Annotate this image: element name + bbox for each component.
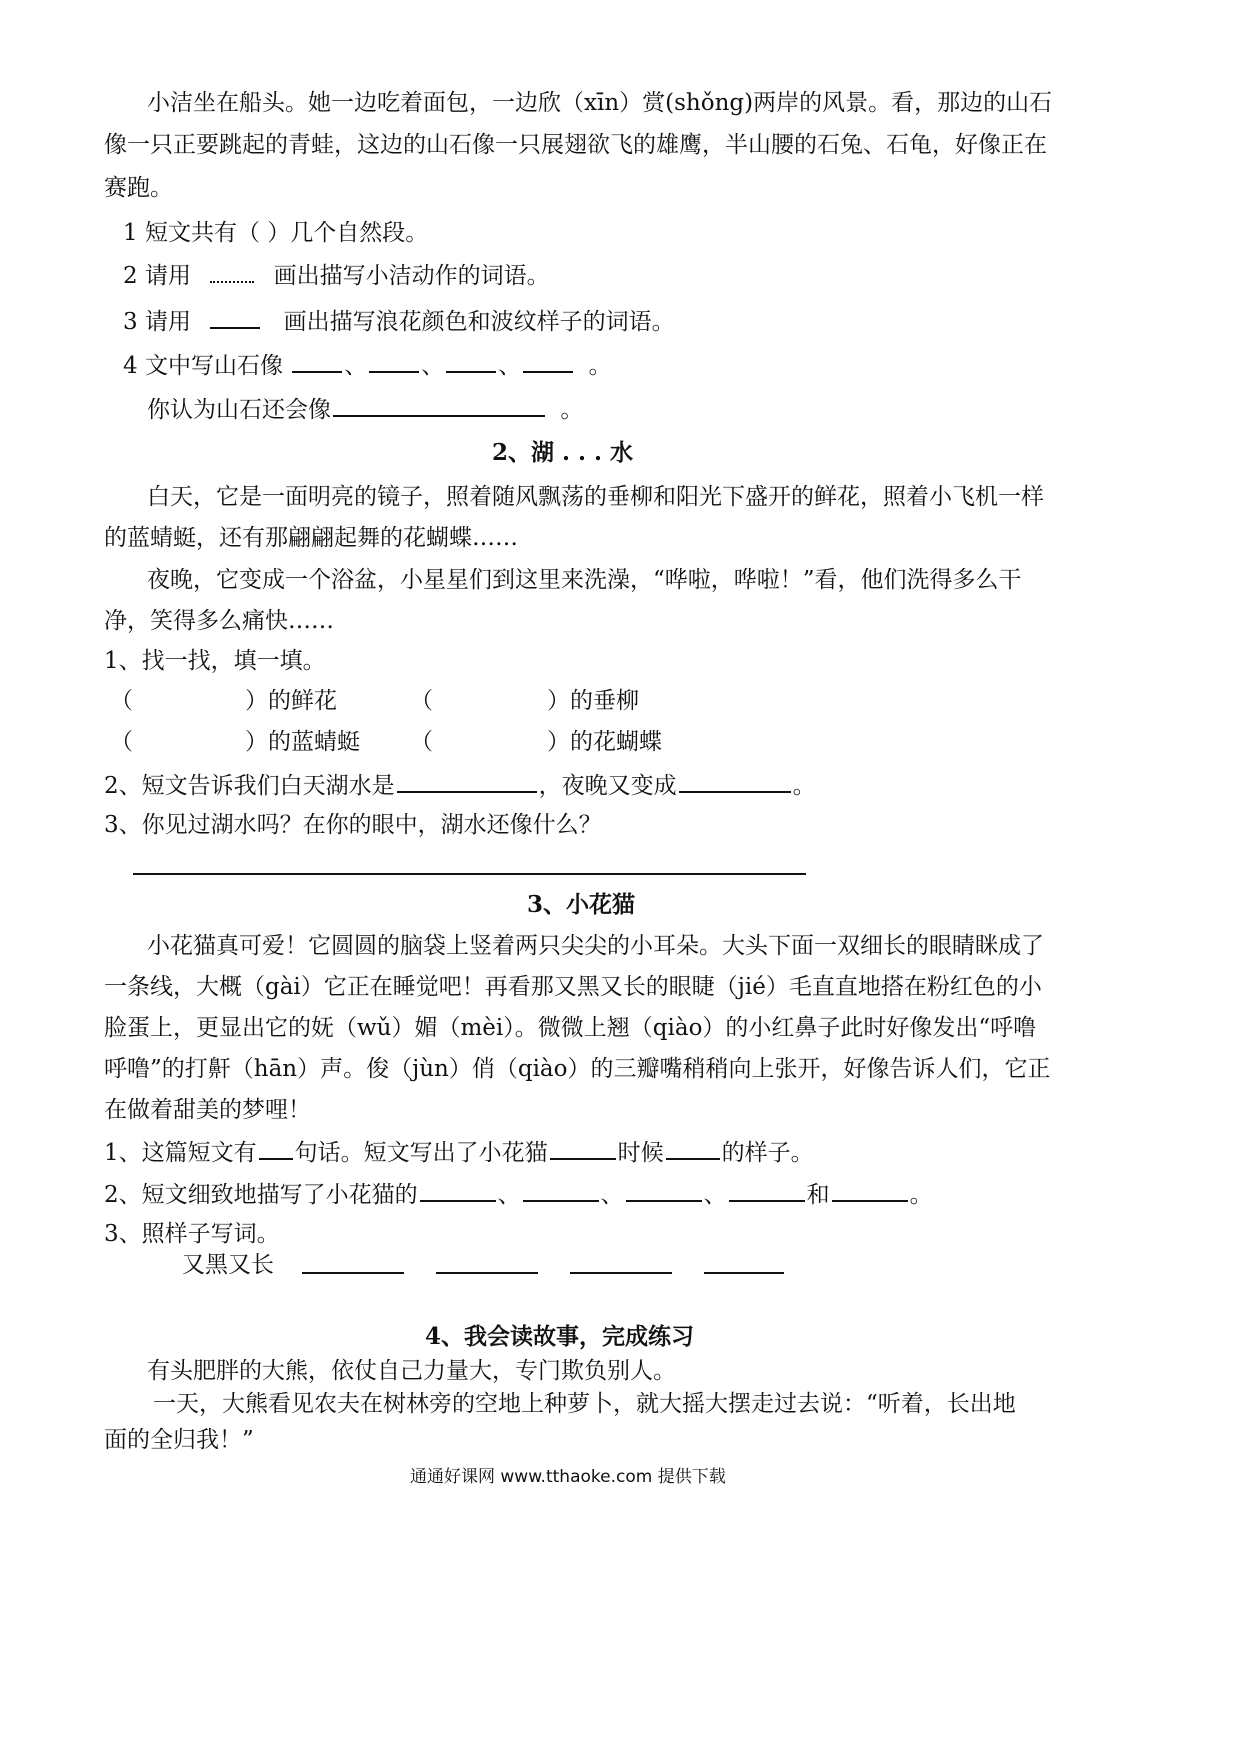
s1-question-2	[123, 261, 550, 291]
answer-blank[interactable]	[259, 1136, 293, 1160]
s4-title: 4、我会读故事，完成练习	[425, 1323, 695, 1350]
s3-q2-and: 和	[806, 1182, 830, 1208]
s1-question-1: 1 短文共有（ ）几个自然段。	[123, 220, 429, 246]
s3-paragraph-line-1: 小花猫真可爱！它圆圆的脑袋上竖着两只尖尖的小耳朵。大头下面一双细长的眼睛眯成了	[147, 933, 1044, 959]
answer-line[interactable]	[704, 1272, 784, 1274]
separator: 、	[344, 353, 368, 379]
answer-blank[interactable]	[420, 1178, 496, 1202]
s2-fill-open-3: （	[110, 729, 133, 755]
separator: 、	[498, 353, 522, 379]
s1-q4-prefix: 4 文中写山石像	[123, 353, 283, 379]
answer-line[interactable]	[570, 1272, 672, 1274]
s3-q1-a: 1、这篇短文有	[104, 1140, 257, 1166]
s1-q3-suffix: 画出描写浪花颜色和波纹样子的词语。	[283, 309, 675, 335]
answer-blank[interactable]	[523, 1178, 599, 1202]
s1-paragraph-line-2: 像一只正要跳起的青蛙，这边的山石像一只展翅欲飞的雄鹰，半山腰的石兔、石龟，好像正在	[104, 132, 1047, 158]
s1-paragraph-line-3: 赛跑。	[104, 175, 173, 201]
s3-q2-prefix: 2、短文细致地描写了小花猫的	[104, 1182, 418, 1208]
s1-question-3	[123, 305, 675, 337]
footer-watermark: 通通好课网 www.tthaoke.com 提供下载	[410, 1467, 726, 1487]
s3-title: 3、小花猫	[527, 891, 636, 918]
s1-q2-suffix: 画出描写小洁动作的词语。	[273, 263, 550, 289]
s4-paragraph-1: 有头肥胖的大熊，依仗自己力量大，专门欺负别人。	[147, 1358, 676, 1384]
period: 。	[560, 397, 584, 423]
s1-question-4b	[147, 393, 583, 425]
s2-fill-item-1: ）的鲜花	[245, 688, 337, 714]
s3-q1-d: 的样子。	[721, 1140, 814, 1166]
s1-question-4	[123, 349, 612, 381]
period: 。	[588, 353, 612, 379]
s3-question-2	[104, 1178, 933, 1210]
s2-paragraph-1-line-1: 白天，它是一面明亮的镜子，照着随风飘荡的垂柳和阳光下盛开的鲜花，照着小飞机一样	[147, 484, 1044, 510]
s2-paragraph-2-line-2: 净，笑得多么痛快……	[104, 608, 334, 634]
s3-question-1	[104, 1136, 814, 1168]
s2-q2-prefix: 2、短文告诉我们白天湖水是	[104, 773, 395, 799]
answer-blank[interactable]	[397, 769, 537, 793]
s3-paragraph-line-5: 在做着甜美的梦哩！	[104, 1097, 311, 1123]
answer-line[interactable]	[436, 1272, 538, 1274]
answer-blank[interactable]	[666, 1136, 720, 1160]
s4-paragraph-2-line-1: 一天，大熊看见农夫在树林旁的空地上种萝卜，就大摇大摆走过去说：“听着，长出地	[153, 1391, 1016, 1417]
s2-paragraph-2-line-1: 夜晚，它变成一个浴盆，小星星们到这里来洗澡，“哗啦，哗啦！”看，他们洗得多么干	[147, 567, 1022, 593]
answer-blank[interactable]	[832, 1178, 908, 1202]
s1-q3-prefix: 3 请用	[123, 309, 191, 335]
s3-q1-c: 时候	[617, 1140, 664, 1166]
s3-question-3: 3、照样子写词。	[104, 1221, 280, 1247]
answer-blank[interactable]	[523, 349, 573, 373]
answer-blank[interactable]	[729, 1178, 805, 1202]
straight-line-sample	[210, 305, 260, 329]
s2-fill-open-2: （	[410, 688, 433, 714]
wavy-line-sample	[210, 261, 254, 283]
answer-blank[interactable]	[333, 393, 545, 417]
period: 。	[909, 1182, 933, 1208]
s2-fill-open-4: （	[410, 729, 433, 755]
answer-line[interactable]	[302, 1272, 404, 1274]
answer-blank[interactable]	[292, 349, 342, 373]
s1-q2-prefix: 2 请用	[123, 263, 191, 289]
s2-q2-middle: ，夜晚又变成	[538, 773, 677, 799]
s3-paragraph-line-2: 一条线，大概（gài）它正在睡觉吧！再看那又黑又长的眼睫（jié）毛直直地搭在粉红色的小	[104, 974, 1042, 1000]
s4-paragraph-2-line-2: 面的全归我！”	[104, 1427, 254, 1453]
s3-q1-b: 句话。短文写出了小花猫	[294, 1140, 548, 1166]
s2-fill-open-1: （	[110, 688, 133, 714]
separator: 、	[600, 1182, 624, 1208]
s2-title: 2、湖 . . . 水	[492, 439, 634, 466]
separator: 、	[421, 353, 445, 379]
answer-blank[interactable]	[550, 1136, 616, 1160]
separator: 、	[703, 1182, 727, 1208]
answer-blank[interactable]	[626, 1178, 702, 1202]
s2-fill-item-4: ）的花蝴蝶	[547, 729, 662, 755]
answer-line[interactable]	[133, 873, 806, 875]
s3-paragraph-line-4: 呼噜”的打鼾（hān）声。俊（jùn）俏（qiào）的三瓣嘴稍稍向上张开，好像告诉人们，它正	[104, 1056, 1051, 1082]
s3-paragraph-line-3: 脸蛋上，更显出它的妩（wǔ）媚（mèi）。微微上翘（qiào）的小红鼻子此时好像发出“呼噜	[104, 1015, 1037, 1041]
s1-paragraph-line-1: 小洁坐在船头。她一边吃着面包，一边欣（xīn）赏(shǒng)两岸的风景。看，那边的山石	[147, 90, 1053, 116]
answer-blank[interactable]	[369, 349, 419, 373]
s2-question-1: 1、找一找，填一填。	[104, 648, 326, 674]
answer-blank[interactable]	[679, 769, 791, 793]
answer-blank[interactable]	[446, 349, 496, 373]
s2-fill-item-3: ）的蓝蜻蜓	[245, 729, 360, 755]
s2-question-3: 3、你见过湖水吗？在你的眼中，湖水还像什么？	[104, 812, 602, 838]
separator: 、	[497, 1182, 521, 1208]
s3-example-word: 又黑又长	[182, 1252, 274, 1278]
s2-paragraph-1-line-2: 的蓝蜻蜓，还有那翩翩起舞的花蝴蝶……	[104, 525, 518, 551]
s2-question-2	[104, 769, 816, 801]
s2-q2-end: 。	[792, 773, 816, 799]
s1-q4b-prefix: 你认为山石还会像	[147, 397, 331, 423]
s2-fill-item-2: ）的垂柳	[547, 688, 639, 714]
